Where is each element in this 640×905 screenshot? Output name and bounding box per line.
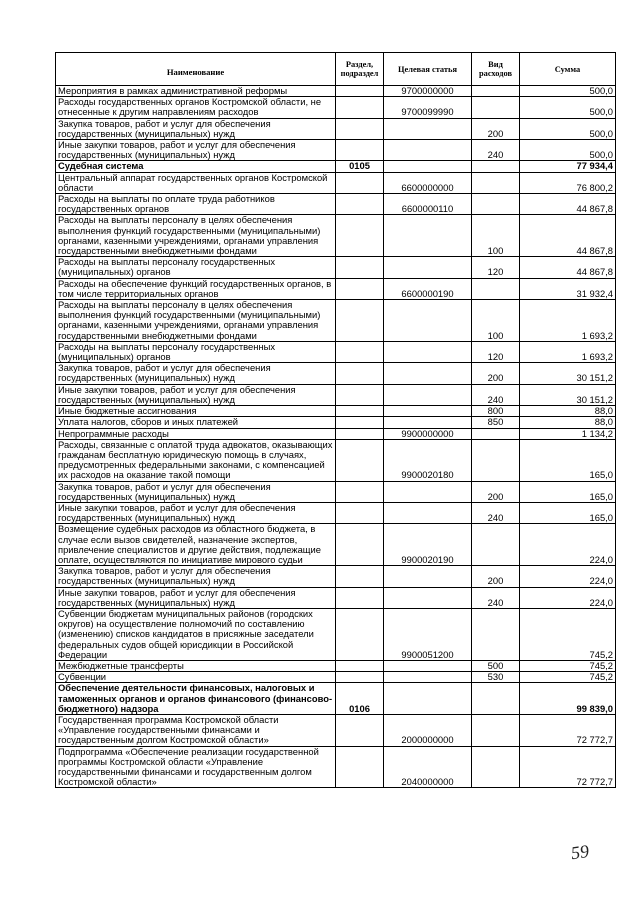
cell-vid: 240 xyxy=(472,140,520,161)
cell-vid xyxy=(472,524,520,566)
table-row xyxy=(56,502,616,523)
table-row xyxy=(56,714,616,746)
cell-section xyxy=(336,215,384,257)
cell-name: Уплата налогов, сборов и иных платежей xyxy=(56,417,336,428)
cell-article xyxy=(384,363,472,384)
cell-sum: 44 867,8 xyxy=(520,194,616,215)
cell-vid: 120 xyxy=(472,257,520,278)
cell-article xyxy=(384,683,472,715)
cell-name: Возмещение судебных расходов из областного бюджета, в случае если вызов свидетелей, назначение экспертов, привлечение специалистов и другие действия, подлежащие оплате, осуществляются по инициативе мирового судьи xyxy=(56,524,336,566)
table-row xyxy=(56,417,616,428)
cell-sum: 224,0 xyxy=(520,566,616,587)
table-row xyxy=(56,194,616,215)
cell-article xyxy=(384,502,472,523)
cell-vid: 800 xyxy=(472,406,520,417)
header-article: Целевая статья xyxy=(384,53,472,86)
cell-name: Закупка товаров, работ и услуг для обеспечения государственных (муниципальных) нужд xyxy=(56,363,336,384)
cell-name: Подпрограмма «Обеспечение реализации государственной программы Костромской области «Управление государственными финансами и государственным долгом Костромской области» xyxy=(56,746,336,788)
cell-article xyxy=(384,672,472,683)
cell-name: Расходы на обеспечение функций государственных органов, в том числе территориальных органов xyxy=(56,278,336,299)
cell-vid: 200 xyxy=(472,363,520,384)
cell-article: 9900020190 xyxy=(384,524,472,566)
cell-sum: 88,0 xyxy=(520,417,616,428)
cell-sum: 31 932,4 xyxy=(520,278,616,299)
cell-article xyxy=(384,417,472,428)
cell-sum: 500,0 xyxy=(520,140,616,161)
cell-section xyxy=(336,300,384,342)
cell-section xyxy=(336,140,384,161)
cell-section: 0106 xyxy=(336,683,384,715)
cell-vid: 240 xyxy=(472,384,520,405)
cell-vid xyxy=(472,161,520,172)
cell-name: Обеспечение деятельности финансовых, налоговых и таможенных органов и органов финансового (финансово-бюджетного) надзора xyxy=(56,683,336,715)
cell-name: Субвенции бюджетам муниципальных районов (городских округов) на осуществление полномочий по составлению (изменению) списков кандидатов в присяжные заседатели федеральных судов общей юрисдикции в Российской Федерации xyxy=(56,608,336,660)
cell-sum: 1 693,2 xyxy=(520,300,616,342)
cell-sum: 500,0 xyxy=(520,97,616,118)
table-row xyxy=(56,215,616,257)
cell-section xyxy=(336,439,384,481)
cell-article: 6600000190 xyxy=(384,278,472,299)
cell-article: 9900051200 xyxy=(384,608,472,660)
cell-article: 6600000110 xyxy=(384,194,472,215)
table-row xyxy=(56,481,616,502)
cell-name: Закупка товаров, работ и услуг для обеспечения государственных (муниципальных) нужд xyxy=(56,118,336,139)
table-row xyxy=(56,161,616,172)
cell-name: Расходы на выплаты по оплате труда работников государственных органов xyxy=(56,194,336,215)
cell-sum: 224,0 xyxy=(520,524,616,566)
cell-name: Закупка товаров, работ и услуг для обеспечения государственных (муниципальных) нужд xyxy=(56,481,336,502)
cell-sum: 72 772,7 xyxy=(520,746,616,788)
cell-article xyxy=(384,118,472,139)
cell-sum: 165,0 xyxy=(520,502,616,523)
cell-article: 9700099990 xyxy=(384,97,472,118)
cell-name: Субвенции xyxy=(56,672,336,683)
cell-section xyxy=(336,524,384,566)
cell-section xyxy=(336,428,384,439)
cell-sum: 500,0 xyxy=(520,118,616,139)
cell-vid: 120 xyxy=(472,341,520,362)
table-row xyxy=(56,683,616,715)
cell-vid xyxy=(472,97,520,118)
cell-section xyxy=(336,118,384,139)
cell-section xyxy=(336,384,384,405)
table-row xyxy=(56,86,616,97)
cell-section xyxy=(336,587,384,608)
cell-section xyxy=(336,172,384,193)
cell-section xyxy=(336,406,384,417)
cell-article xyxy=(384,140,472,161)
table-row xyxy=(56,257,616,278)
cell-sum: 500,0 xyxy=(520,86,616,97)
cell-sum: 76 800,2 xyxy=(520,172,616,193)
cell-section xyxy=(336,608,384,660)
cell-vid: 200 xyxy=(472,481,520,502)
cell-section: 0105 xyxy=(336,161,384,172)
cell-name: Судебная система xyxy=(56,161,336,172)
header-section: Раздел, подраздел xyxy=(336,53,384,86)
cell-vid xyxy=(472,86,520,97)
cell-section xyxy=(336,86,384,97)
cell-sum: 99 839,0 xyxy=(520,683,616,715)
table-row xyxy=(56,384,616,405)
table-row xyxy=(56,118,616,139)
cell-name: Иные бюджетные ассигнования xyxy=(56,406,336,417)
table-row xyxy=(56,439,616,481)
table-row xyxy=(56,746,616,788)
cell-article xyxy=(384,587,472,608)
cell-vid xyxy=(472,278,520,299)
cell-name: Иные закупки товаров, работ и услуг для обеспечения государственных (муниципальных) нужд xyxy=(56,140,336,161)
cell-article xyxy=(384,481,472,502)
cell-name: Расходы, связанные с оплатой труда адвокатов, оказывающих гражданам бесплатную юридическую помощь в случаях, предусмотренных федеральными законами, с компенсацией их расходов на оказание такой помощи xyxy=(56,439,336,481)
page-number: 59 xyxy=(569,840,591,864)
cell-article xyxy=(384,215,472,257)
cell-sum: 165,0 xyxy=(520,439,616,481)
cell-article xyxy=(384,300,472,342)
cell-section xyxy=(336,363,384,384)
table-row xyxy=(56,524,616,566)
cell-name: Расходы на выплаты персоналу государственных (муниципальных) органов xyxy=(56,257,336,278)
header-name: Наименование xyxy=(56,53,336,86)
cell-section xyxy=(336,481,384,502)
cell-vid xyxy=(472,608,520,660)
cell-sum: 165,0 xyxy=(520,481,616,502)
cell-sum: 1 134,2 xyxy=(520,428,616,439)
table-row xyxy=(56,672,616,683)
cell-vid xyxy=(472,746,520,788)
cell-sum: 1 693,2 xyxy=(520,341,616,362)
table-row xyxy=(56,660,616,671)
cell-sum: 30 151,2 xyxy=(520,384,616,405)
cell-vid xyxy=(472,428,520,439)
cell-vid: 850 xyxy=(472,417,520,428)
cell-name: Расходы на выплаты персоналу государственных (муниципальных) органов xyxy=(56,341,336,362)
cell-vid xyxy=(472,439,520,481)
cell-name: Иные закупки товаров, работ и услуг для обеспечения государственных (муниципальных) нужд xyxy=(56,587,336,608)
cell-vid xyxy=(472,714,520,746)
cell-vid xyxy=(472,194,520,215)
cell-vid xyxy=(472,172,520,193)
table-row xyxy=(56,300,616,342)
cell-section xyxy=(336,194,384,215)
cell-sum: 44 867,8 xyxy=(520,257,616,278)
table-row xyxy=(56,587,616,608)
cell-article xyxy=(384,660,472,671)
budget-table-sheet xyxy=(55,52,615,788)
table-row xyxy=(56,406,616,417)
cell-section xyxy=(336,746,384,788)
cell-name: Расходы на выплаты персоналу в целях обеспечения выполнения функций государственными (муниципальными) органами, казенными учреждениями, органами управления государственными внебюджетными фондами xyxy=(56,215,336,257)
cell-article: 9900000000 xyxy=(384,428,472,439)
cell-name: Непрограммные расходы xyxy=(56,428,336,439)
cell-section xyxy=(336,97,384,118)
cell-sum: 745,2 xyxy=(520,672,616,683)
cell-vid: 530 xyxy=(472,672,520,683)
cell-section xyxy=(336,660,384,671)
cell-sum: 224,0 xyxy=(520,587,616,608)
table-row xyxy=(56,608,616,660)
cell-sum: 745,2 xyxy=(520,660,616,671)
cell-article xyxy=(384,384,472,405)
cell-article xyxy=(384,406,472,417)
cell-section xyxy=(336,278,384,299)
budget-table xyxy=(55,52,616,788)
cell-vid: 240 xyxy=(472,587,520,608)
table-row xyxy=(56,428,616,439)
cell-article: 2040000000 xyxy=(384,746,472,788)
cell-sum: 88,0 xyxy=(520,406,616,417)
table-row xyxy=(56,140,616,161)
cell-sum: 745,2 xyxy=(520,608,616,660)
cell-name: Иные закупки товаров, работ и услуг для обеспечения государственных (муниципальных) нужд xyxy=(56,502,336,523)
cell-section xyxy=(336,502,384,523)
header-row xyxy=(56,53,616,86)
table-row xyxy=(56,341,616,362)
table-row xyxy=(56,278,616,299)
cell-vid: 200 xyxy=(472,566,520,587)
cell-article xyxy=(384,341,472,362)
cell-section xyxy=(336,566,384,587)
cell-name: Межбюджетные трансферты xyxy=(56,660,336,671)
header-sum: Сумма xyxy=(520,53,616,86)
cell-vid: 100 xyxy=(472,215,520,257)
cell-article: 9700000000 xyxy=(384,86,472,97)
table-row xyxy=(56,566,616,587)
cell-name: Закупка товаров, работ и услуг для обеспечения государственных (муниципальных) нужд xyxy=(56,566,336,587)
cell-name: Государственная программа Костромской области «Управление государственными финансами и государственным долгом Костромской области» xyxy=(56,714,336,746)
cell-name: Мероприятия в рамках административной реформы xyxy=(56,86,336,97)
cell-vid xyxy=(472,683,520,715)
cell-sum: 30 151,2 xyxy=(520,363,616,384)
cell-section xyxy=(336,341,384,362)
cell-sum: 77 934,4 xyxy=(520,161,616,172)
cell-name: Расходы на выплаты персоналу в целях обеспечения выполнения функций государственными (муниципальными) органами, казенными учреждениями, органами управления государственными внебюджетными фондами xyxy=(56,300,336,342)
cell-vid: 200 xyxy=(472,118,520,139)
cell-article xyxy=(384,566,472,587)
cell-name: Иные закупки товаров, работ и услуг для обеспечения государственных (муниципальных) нужд xyxy=(56,384,336,405)
cell-sum: 44 867,8 xyxy=(520,215,616,257)
cell-section xyxy=(336,714,384,746)
table-row xyxy=(56,172,616,193)
table-row xyxy=(56,97,616,118)
cell-vid: 100 xyxy=(472,300,520,342)
cell-article: 9900020180 xyxy=(384,439,472,481)
cell-article xyxy=(384,257,472,278)
cell-section xyxy=(336,672,384,683)
cell-article xyxy=(384,161,472,172)
cell-vid: 240 xyxy=(472,502,520,523)
cell-vid: 500 xyxy=(472,660,520,671)
cell-section xyxy=(336,257,384,278)
cell-article: 6600000000 xyxy=(384,172,472,193)
cell-name: Центральный аппарат государственных органов Костромской области xyxy=(56,172,336,193)
header-vid: Вид расходов xyxy=(472,53,520,86)
table-row xyxy=(56,363,616,384)
cell-section xyxy=(336,417,384,428)
cell-sum: 72 772,7 xyxy=(520,714,616,746)
cell-article: 2000000000 xyxy=(384,714,472,746)
cell-name: Расходы государственных органов Костромской области, не отнесенные к другим направлениям расходов xyxy=(56,97,336,118)
